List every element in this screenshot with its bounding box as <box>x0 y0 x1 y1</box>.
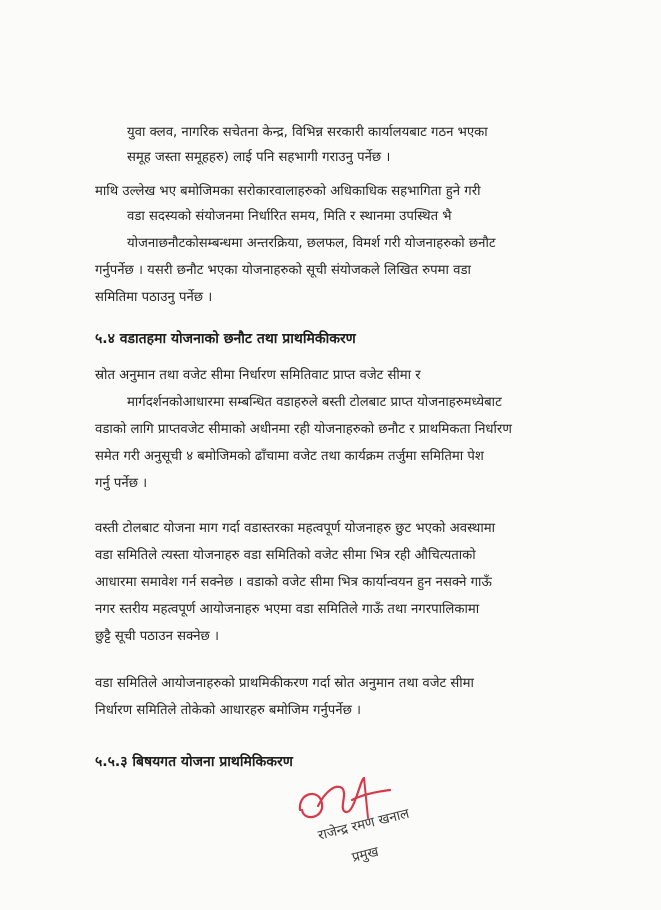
paragraph-1-line-2: समूह जस्ता समूहहरु) लाई पनि सहभागी गराउनु पर्नेछ । <box>127 150 391 165</box>
paragraph-3-line-1: स्रोत अनुमान तथा वजेट सीमा निर्धारण समितिवाट प्राप्त वजेट सीमा र <box>95 368 421 383</box>
paragraph-4-line-2: वडा समितिले त्यस्ता योजनाहरु वडा समितिको वजेट सीमा भित्र रही औचित्यताको <box>95 548 476 563</box>
section-heading-5-4: ५.४ वडातहमा योजनाको छनौट तथा प्राथमिकीकरण <box>95 331 356 347</box>
paragraph-5-line-2: निर्धारण समितिले तोकेको आधारहरु बमोजिम गर्नुपर्नेछ । <box>95 703 362 718</box>
paragraph-2-line-4: गर्नुपर्नेछ । यसरी छनौट भएका योजनाहरुको सूची संयोजकले लिखित रुपमा वडा <box>95 263 471 278</box>
paragraph-4-line-4: नगर स्तरीय महत्वपूर्ण आयोजनाहरु भएमा वडा समितिले गाऊँ तथा नगरपालिकामा <box>95 602 480 617</box>
signatory-title: प्रमुख <box>350 843 381 866</box>
paragraph-2-line-3: योजनाछनौटकोसम्बन्धमा अन्तरक्रिया, छलफल, विमर्श गरी योजनाहरुको छनौट <box>127 236 496 251</box>
paragraph-2-line-5: समितिमा पठाउनु पर्नेछ । <box>95 290 213 305</box>
paragraph-3-line-3: वडाको लागि प्राप्तवजेट सीमाको अधीनमा रही योजनाहरुको छनौट र प्राथमिकता निर्धारण <box>95 422 512 437</box>
paragraph-4-line-5: छुट्टै सूची पठाउन सक्नेछ । <box>95 629 219 644</box>
paragraph-4-line-3: आधारमा समावेश गर्न सक्नेछ । वडाको वजेट सीमा भित्र कार्यान्वयन हुन नसक्ने गाऊँ <box>95 575 492 590</box>
paragraph-3-line-4: समेत गरी अनुसूची ४ बमोजिमको ढाँचामा वजेट तथा कार्यक्रम तर्जुमा समितिमा पेश <box>95 449 484 464</box>
paragraph-5-line-1: वडा समितिले आयोजनाहरुको प्राथमिकीकरण गर्दा स्रोत अनुमान तथा वजेट सीमा <box>95 676 474 691</box>
paragraph-2-line-2: वडा सदस्यको संयोजनमा निर्धारित समय, मिति र स्थानमा उपस्थित भै <box>127 209 452 224</box>
paragraph-2-line-1: माथि उल्लेख भए बमोजिमका सरोकारवालाहरुको अधिकाधिक सहभागिता हुने गरी <box>95 184 481 199</box>
paragraph-3-line-2: मार्गदर्शनकोआधारमा सम्बन्धित वडाहरुले बस्ती टोलबाट प्राप्त योजनाहरुमध्येबाट <box>127 395 502 410</box>
paragraph-1-line-1: युवा क्लव, नागरिक सचेतना केन्द्र, विभिन्न सरकारी कार्यालयबाट गठन भएका <box>127 125 488 140</box>
paragraph-4-line-1: वस्ती टोलबाट योजना माग गर्दा वडास्तरका महत्वपूर्ण योजनाहरु छुट भएको अवस्थामा <box>95 521 496 536</box>
section-heading-5-5-3: ५.५.३ बिषयगत योजना प्राथमिकिकरण <box>95 754 293 770</box>
paragraph-3-line-5: गर्नु पर्नेछ । <box>95 476 148 491</box>
signatory-name: राजेन्द्र रमण खनाल <box>316 805 411 844</box>
